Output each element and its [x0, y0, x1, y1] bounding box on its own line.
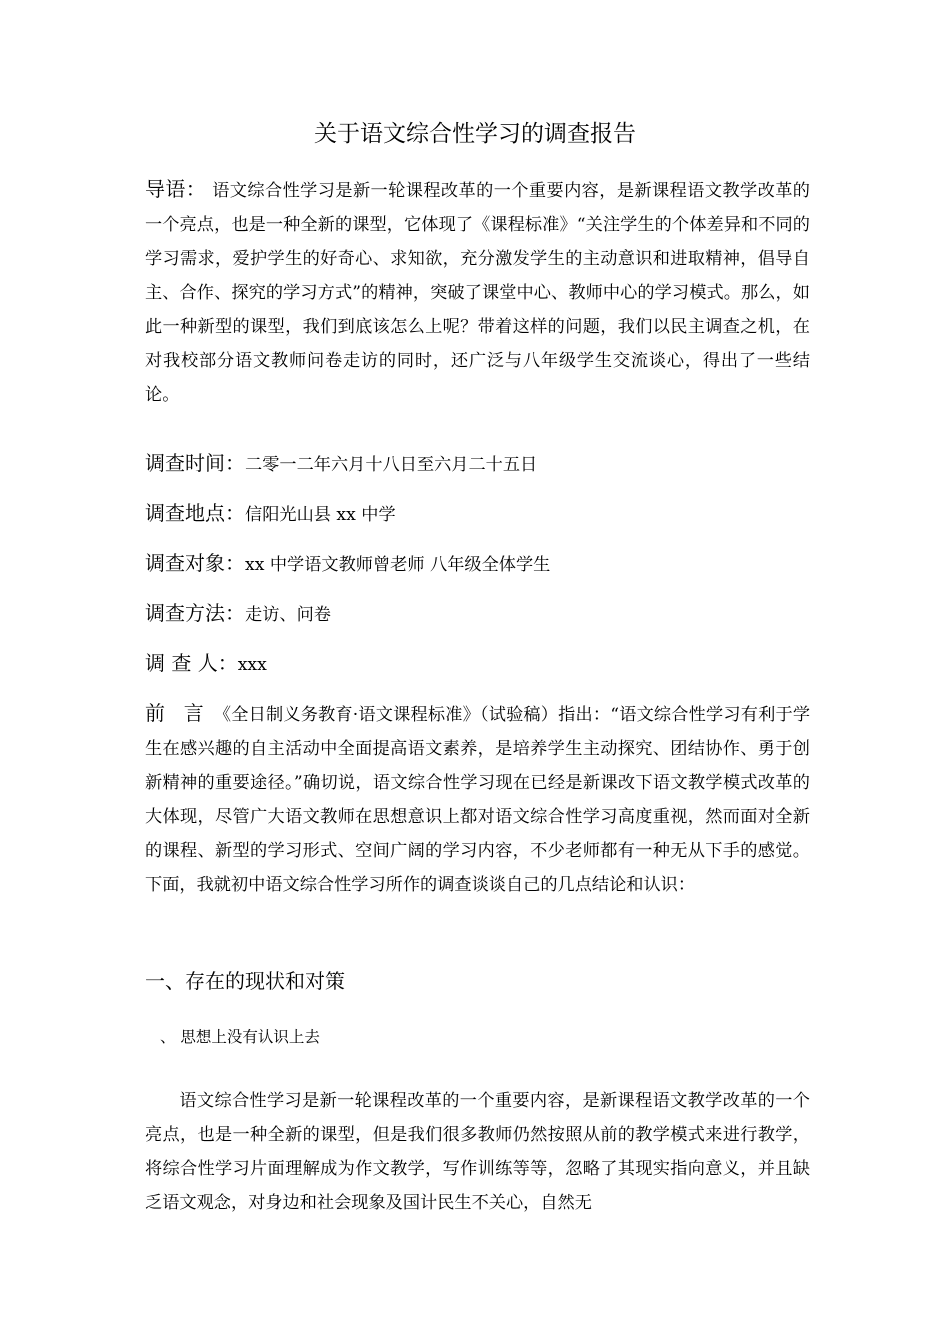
info-target — [145, 546, 810, 582]
section-heading: 一、存在的现状和对策 — [145, 969, 345, 993]
info-time — [145, 446, 810, 482]
intro-label: 导语： — [145, 177, 207, 201]
info-time-value: 二零一二年六月十八日至六月二十五日 — [245, 455, 538, 475]
intro-paragraph — [145, 172, 810, 412]
info-person-value: xxx — [237, 655, 267, 675]
intro-text: 语文综合性学习是新一轮课程改革的一个重要内容，是新课程语文教学改革的一个亮点，也是一种全新的课型，它体现了《课程标准》“关注学生的个体差异和不同的学习需求，爱护学生的好奇心、求知欲，充分激发学生的主动意识和进取精神，倡导自主、合作、探究的学习方式”的精神，突破了课堂中心、教师中心的学习模式。那么，如此一种新型的课型，我们到底该怎么上呢？带着这样的问题，我们以民主调查之机，在对我校部分语文教师问卷走访的同时，还广泛与八年级学生交流谈心，得出了一些结论。 — [145, 181, 810, 405]
info-person-label: 调 查 人： — [145, 651, 238, 675]
info-person — [145, 646, 810, 682]
info-target-value: xx 中学语文教师曾老师 八年级全体学生 — [245, 555, 551, 575]
info-place-label: 调查地点： — [145, 501, 245, 525]
info-place-value: 信阳光山县 xx 中学 — [245, 505, 396, 525]
info-place — [145, 496, 810, 532]
subsection-heading: 、 思想上没有认识上去 — [160, 1028, 320, 1046]
info-target-label: 调查对象： — [145, 551, 245, 575]
document-title: 关于语文综合性学习的调查报告 — [314, 121, 636, 147]
preface-text: 《全日制义务教育·语文课程标准》（试验稿）指出：“语文综合性学习有利于学生在感兴趣的自主活动中全面提高语文素养，是培养学生主动探究、团结协作、勇于创新精神的重要途径。”确切说，语文综合性学习现在已经是新课改下语文教学模式改革的大体现，尽管广大语文教师在思想意识上都对语文综合性学习高度重视，然而面对全新的课程、新型的学习形式、空间广阔的学习内容，不少老师都有一种无从下手的感觉。下面，我就初中语文综合性学习所作的调查谈谈自己的几点结论和认识： — [145, 705, 811, 895]
info-method-value: 走访、问卷 — [245, 605, 331, 625]
info-method — [145, 596, 810, 632]
preface-label: 前 言 — [145, 701, 210, 725]
info-method-label: 调查方法： — [145, 601, 245, 625]
info-time-label: 调查时间： — [145, 451, 245, 475]
preface-paragraph — [145, 696, 810, 902]
section-body-paragraph: 语文综合性学习是新一轮课程改革的一个重要内容，是新课程语文教学改革的一个亮点，也是一种全新的课型，但是我们很多教师仍然按照从前的教学模式来进行教学，将综合性学习片面理解成为作文教学，写作训练等等，忽略了其现实指向意义，并且缺乏语文观念，对身边和社会现象及国计民生不关心，自然无 — [145, 1091, 810, 1213]
